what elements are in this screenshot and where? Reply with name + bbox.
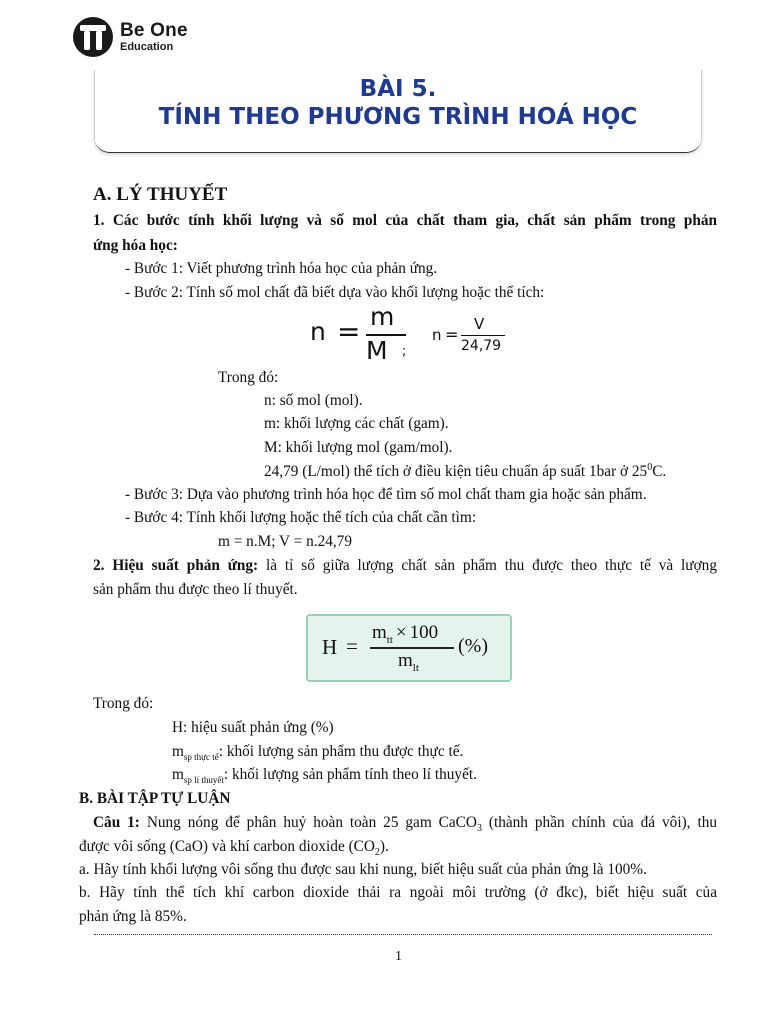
- ef-numerator: [372, 622, 438, 646]
- ef-hundred: 100: [409, 622, 439, 643]
- step-4: - Bước 4: Tính khối lượng hoặc thể tích của chất cần tìm:: [125, 509, 477, 526]
- item2-line1: [93, 558, 717, 573]
- ef-sub-tt: tt: [386, 633, 393, 646]
- m-theory-symbol: m: [172, 766, 184, 783]
- def-m-theory: [172, 767, 477, 785]
- def-volume-unit: C.: [652, 463, 667, 481]
- question-1a: a. Hãy tính khối lượng vôi sống thu được sau khi nung, biết hiệu suất của phản ứng là 100%.: [79, 861, 647, 878]
- formula2-num-V: V: [474, 315, 485, 333]
- m-actual-sub: sp thực tế: [183, 752, 219, 763]
- def-volume-text: 24,79 (L/mol) thể tích ở điều kiện tiêu chuẩn áp suất 1bar ở 25: [264, 463, 648, 481]
- brand-name: Be One: [120, 20, 188, 41]
- ef-bar: [370, 647, 454, 649]
- step-2: - Bước 2: Tính số mol chất đã biết dựa vào khối lượng hoặc thể tích:: [125, 284, 545, 301]
- item2-text: là tỉ số giữa lượng chất sản phẩm thu được theo thực tế và lượng: [258, 557, 717, 574]
- q1-text-a: Nung nóng để phân huỷ hoàn toàn 25 gam CaCO: [139, 814, 477, 831]
- def-m-actual: [172, 744, 463, 762]
- def-M: M: khối lượng mol (gam/mol).: [264, 439, 453, 456]
- ef-m1: m: [372, 622, 387, 643]
- degree-sup: 0: [647, 462, 653, 473]
- formula-num-m: m: [370, 302, 395, 331]
- be-one-logo-icon: [72, 16, 114, 58]
- question-1b-line1: b. Hãy tính thể tích khí carbon dioxide thải ra ngoài môi trường (ở đkc), biết hiệu suất của: [79, 884, 717, 901]
- m-theory-sub: sp lí thuyết: [183, 775, 224, 786]
- def-m: m: khối lượng các chất (gam).: [264, 415, 449, 432]
- ef-eq: =: [346, 634, 358, 658]
- fraction-bar-2: [461, 335, 505, 336]
- formula-eq: =: [337, 315, 361, 348]
- ef-m2: m: [398, 650, 413, 671]
- section-a-heading: A. LÝ THUYẾT: [93, 184, 228, 205]
- ef-times: ×: [395, 622, 407, 643]
- page-number: 1: [395, 949, 402, 964]
- efficiency-formula: [306, 614, 512, 682]
- def-volume: [264, 463, 666, 479]
- q1-text-b: (thành phần chính của đá vôi), thu: [481, 814, 717, 831]
- where-label-2: Trong đó:: [93, 695, 154, 712]
- q1-line2-b: ).: [379, 838, 389, 855]
- formula-separator: ;: [402, 344, 407, 359]
- lesson-number: BÀI 5.: [359, 76, 437, 102]
- title-box: [94, 70, 702, 153]
- where-label: Trong đó:: [218, 369, 279, 386]
- q1-sub-3: 3: [476, 823, 482, 835]
- ef-sub-lt: lt: [412, 661, 419, 674]
- formula-mol-mass: [310, 302, 420, 365]
- step-3: - Bước 3: Dựa vào phương trình hóa học để tìm số mol chất tham gia hoặc sản phẩm.: [125, 486, 647, 503]
- m-actual-symbol: m: [172, 743, 184, 760]
- formula2-eq: =: [445, 325, 459, 344]
- q1-sub-2: 2: [374, 847, 380, 859]
- formula2-den: 24,79: [461, 338, 502, 354]
- item2-line2: sản phẩm thu được theo lí thuyết.: [93, 581, 298, 598]
- step-1: - Bước 1: Viết phương trình hóa học của phản ứng.: [125, 260, 438, 277]
- def-H: H: hiệu suất phản ứng (%): [172, 719, 334, 736]
- q1-line2-a: được vôi sống (CaO) và khí carbon dioxide (CO: [79, 838, 375, 855]
- m-theory-desc: : khối lượng sản phẩm tính theo lí thuyết.: [223, 766, 477, 783]
- brand-sub: Education: [120, 41, 174, 53]
- formula-mol-volume: [432, 314, 512, 358]
- m-actual-desc: : khối lượng sản phẩm thu được thực tế.: [218, 743, 464, 760]
- formula2-n: n: [432, 326, 442, 344]
- section-b-heading: B. BÀI TẬP TỰ LUẬN: [79, 790, 231, 807]
- item2-label: 2. Hiệu suất phản ứng:: [93, 557, 259, 574]
- question-1b-line2: phản ứng là 85%.: [79, 908, 187, 925]
- formula-den-M: M: [366, 336, 388, 365]
- formula-n: n: [310, 317, 326, 346]
- question-1-label: Câu 1:: [93, 814, 140, 831]
- question-1-line1: [93, 815, 717, 834]
- item1-heading-line1: 1. Các bước tính khối lượng và số mol của chất tham gia, chất sản phẩm trong phản: [93, 212, 717, 229]
- dotted-divider: [94, 934, 712, 935]
- def-n: n: số mol (mol).: [264, 392, 363, 409]
- brand-logo: [72, 15, 188, 59]
- ef-denominator: [398, 650, 419, 674]
- lesson-title: TÍNH THEO PHƯƠNG TRÌNH HOÁ HỌC: [158, 104, 638, 130]
- ef-H: H: [322, 635, 338, 659]
- ef-percent: (%): [458, 635, 488, 657]
- item1-heading-line2: ứng hóa học:: [93, 237, 178, 254]
- calc-formula: m = n.M; V = n.24,79: [218, 533, 352, 550]
- question-1-line2: [79, 839, 389, 858]
